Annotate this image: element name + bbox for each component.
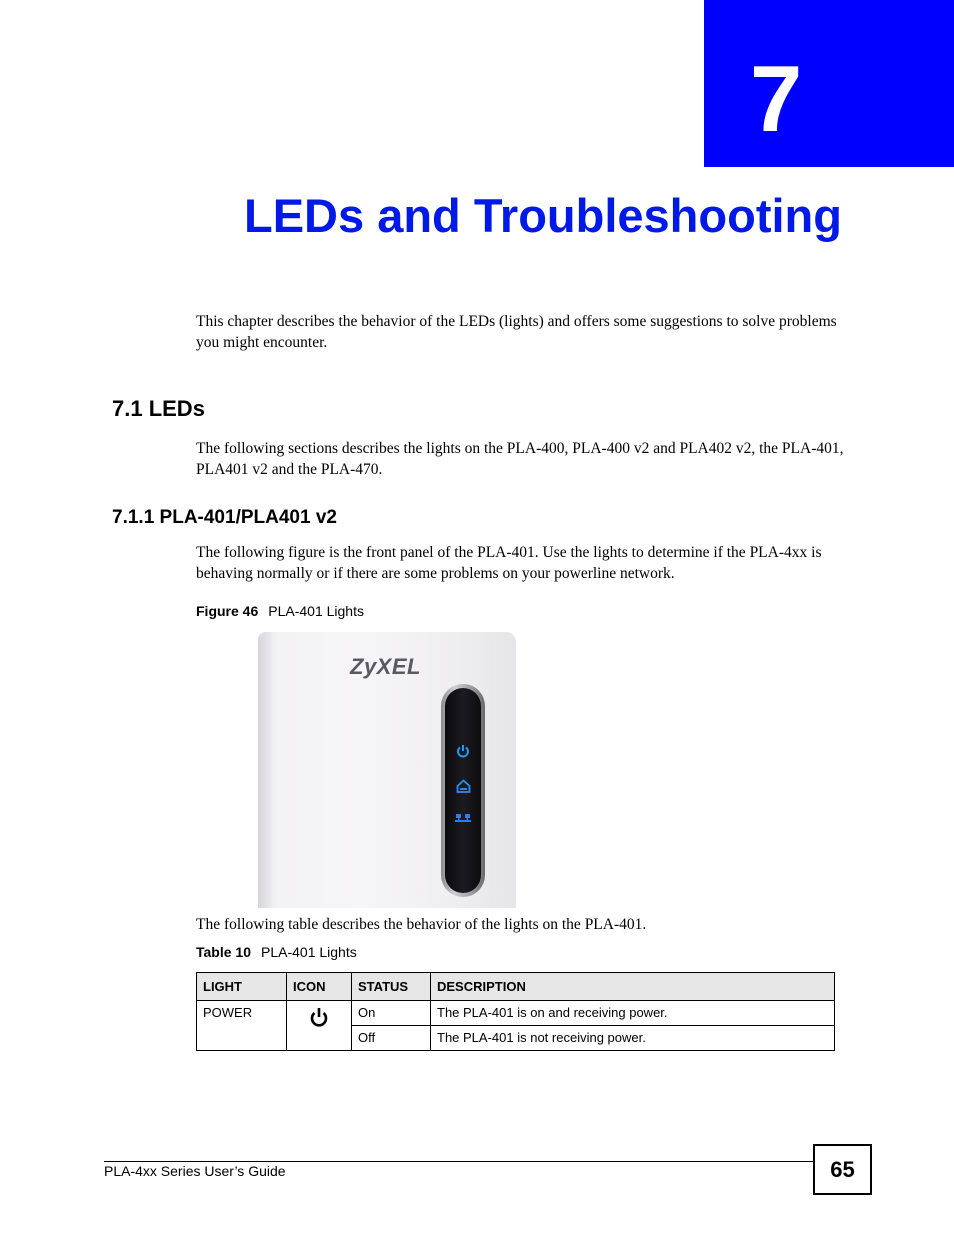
- header-status: STATUS: [352, 973, 431, 1001]
- led-panel: [441, 684, 485, 897]
- section-heading-7-1-1: 7.1.1 PLA-401/PLA401 v2: [112, 507, 337, 528]
- status-cell: Off: [352, 1026, 431, 1051]
- power-icon: [308, 1015, 330, 1030]
- footer-divider: [104, 1161, 813, 1162]
- chapter-number: 7: [750, 46, 803, 151]
- figure-label: Figure 46: [196, 603, 259, 619]
- section-heading-7-1: 7.1 LEDs: [112, 396, 205, 421]
- device-logo: ZyXEL: [350, 654, 421, 679]
- chapter-number-box: [704, 0, 954, 167]
- status-cell: On: [352, 1001, 431, 1026]
- figure-caption: [196, 604, 364, 618]
- home-led-icon: [455, 778, 471, 794]
- header-description: DESCRIPTION: [431, 973, 835, 1001]
- ethernet-led-icon: [455, 811, 471, 827]
- power-led-icon: [455, 743, 471, 759]
- footer-guide-title: PLA-4xx Series User’s Guide: [104, 1163, 286, 1179]
- table-header-row: [197, 973, 835, 1001]
- section-7-1-paragraph: The following sections describes the lights on the PLA-400, PLA-400 v2 and PLA402 v2, the PLA-401, PLA401 v2 and the PLA-470.: [196, 440, 844, 478]
- table-caption: [196, 945, 357, 959]
- section-7-1-1-paragraph: The following figure is the front panel of the PLA-401. Use the lights to determine if the PLA-4xx is behaving normally or if there are some problems on your powerline network.: [196, 544, 822, 582]
- device-photo: [258, 632, 516, 908]
- table-intro-paragraph: The following table describes the behavior of the lights on the PLA-401.: [196, 916, 647, 933]
- table-label: Table 10: [196, 944, 251, 960]
- page-number: 65: [813, 1144, 872, 1195]
- table-caption-text: PLA-401 Lights: [261, 944, 357, 960]
- icon-cell: [287, 1001, 352, 1051]
- description-cell: The PLA-401 is not receiving power.: [431, 1026, 835, 1051]
- description-cell: The PLA-401 is on and receiving power.: [431, 1001, 835, 1026]
- intro-paragraph: This chapter describes the behavior of the LEDs (lights) and offers some suggestions to solve problems you might encounter.: [196, 313, 837, 351]
- led-panel-inner: [445, 688, 481, 893]
- header-icon: ICON: [287, 973, 352, 1001]
- lights-table: [196, 972, 835, 1051]
- figure-caption-text: PLA-401 Lights: [268, 603, 364, 619]
- chapter-title: LEDs and Troubleshooting: [244, 189, 842, 242]
- header-light: LIGHT: [197, 973, 287, 1001]
- light-cell: POWER: [197, 1001, 287, 1051]
- table-row: [197, 1001, 835, 1026]
